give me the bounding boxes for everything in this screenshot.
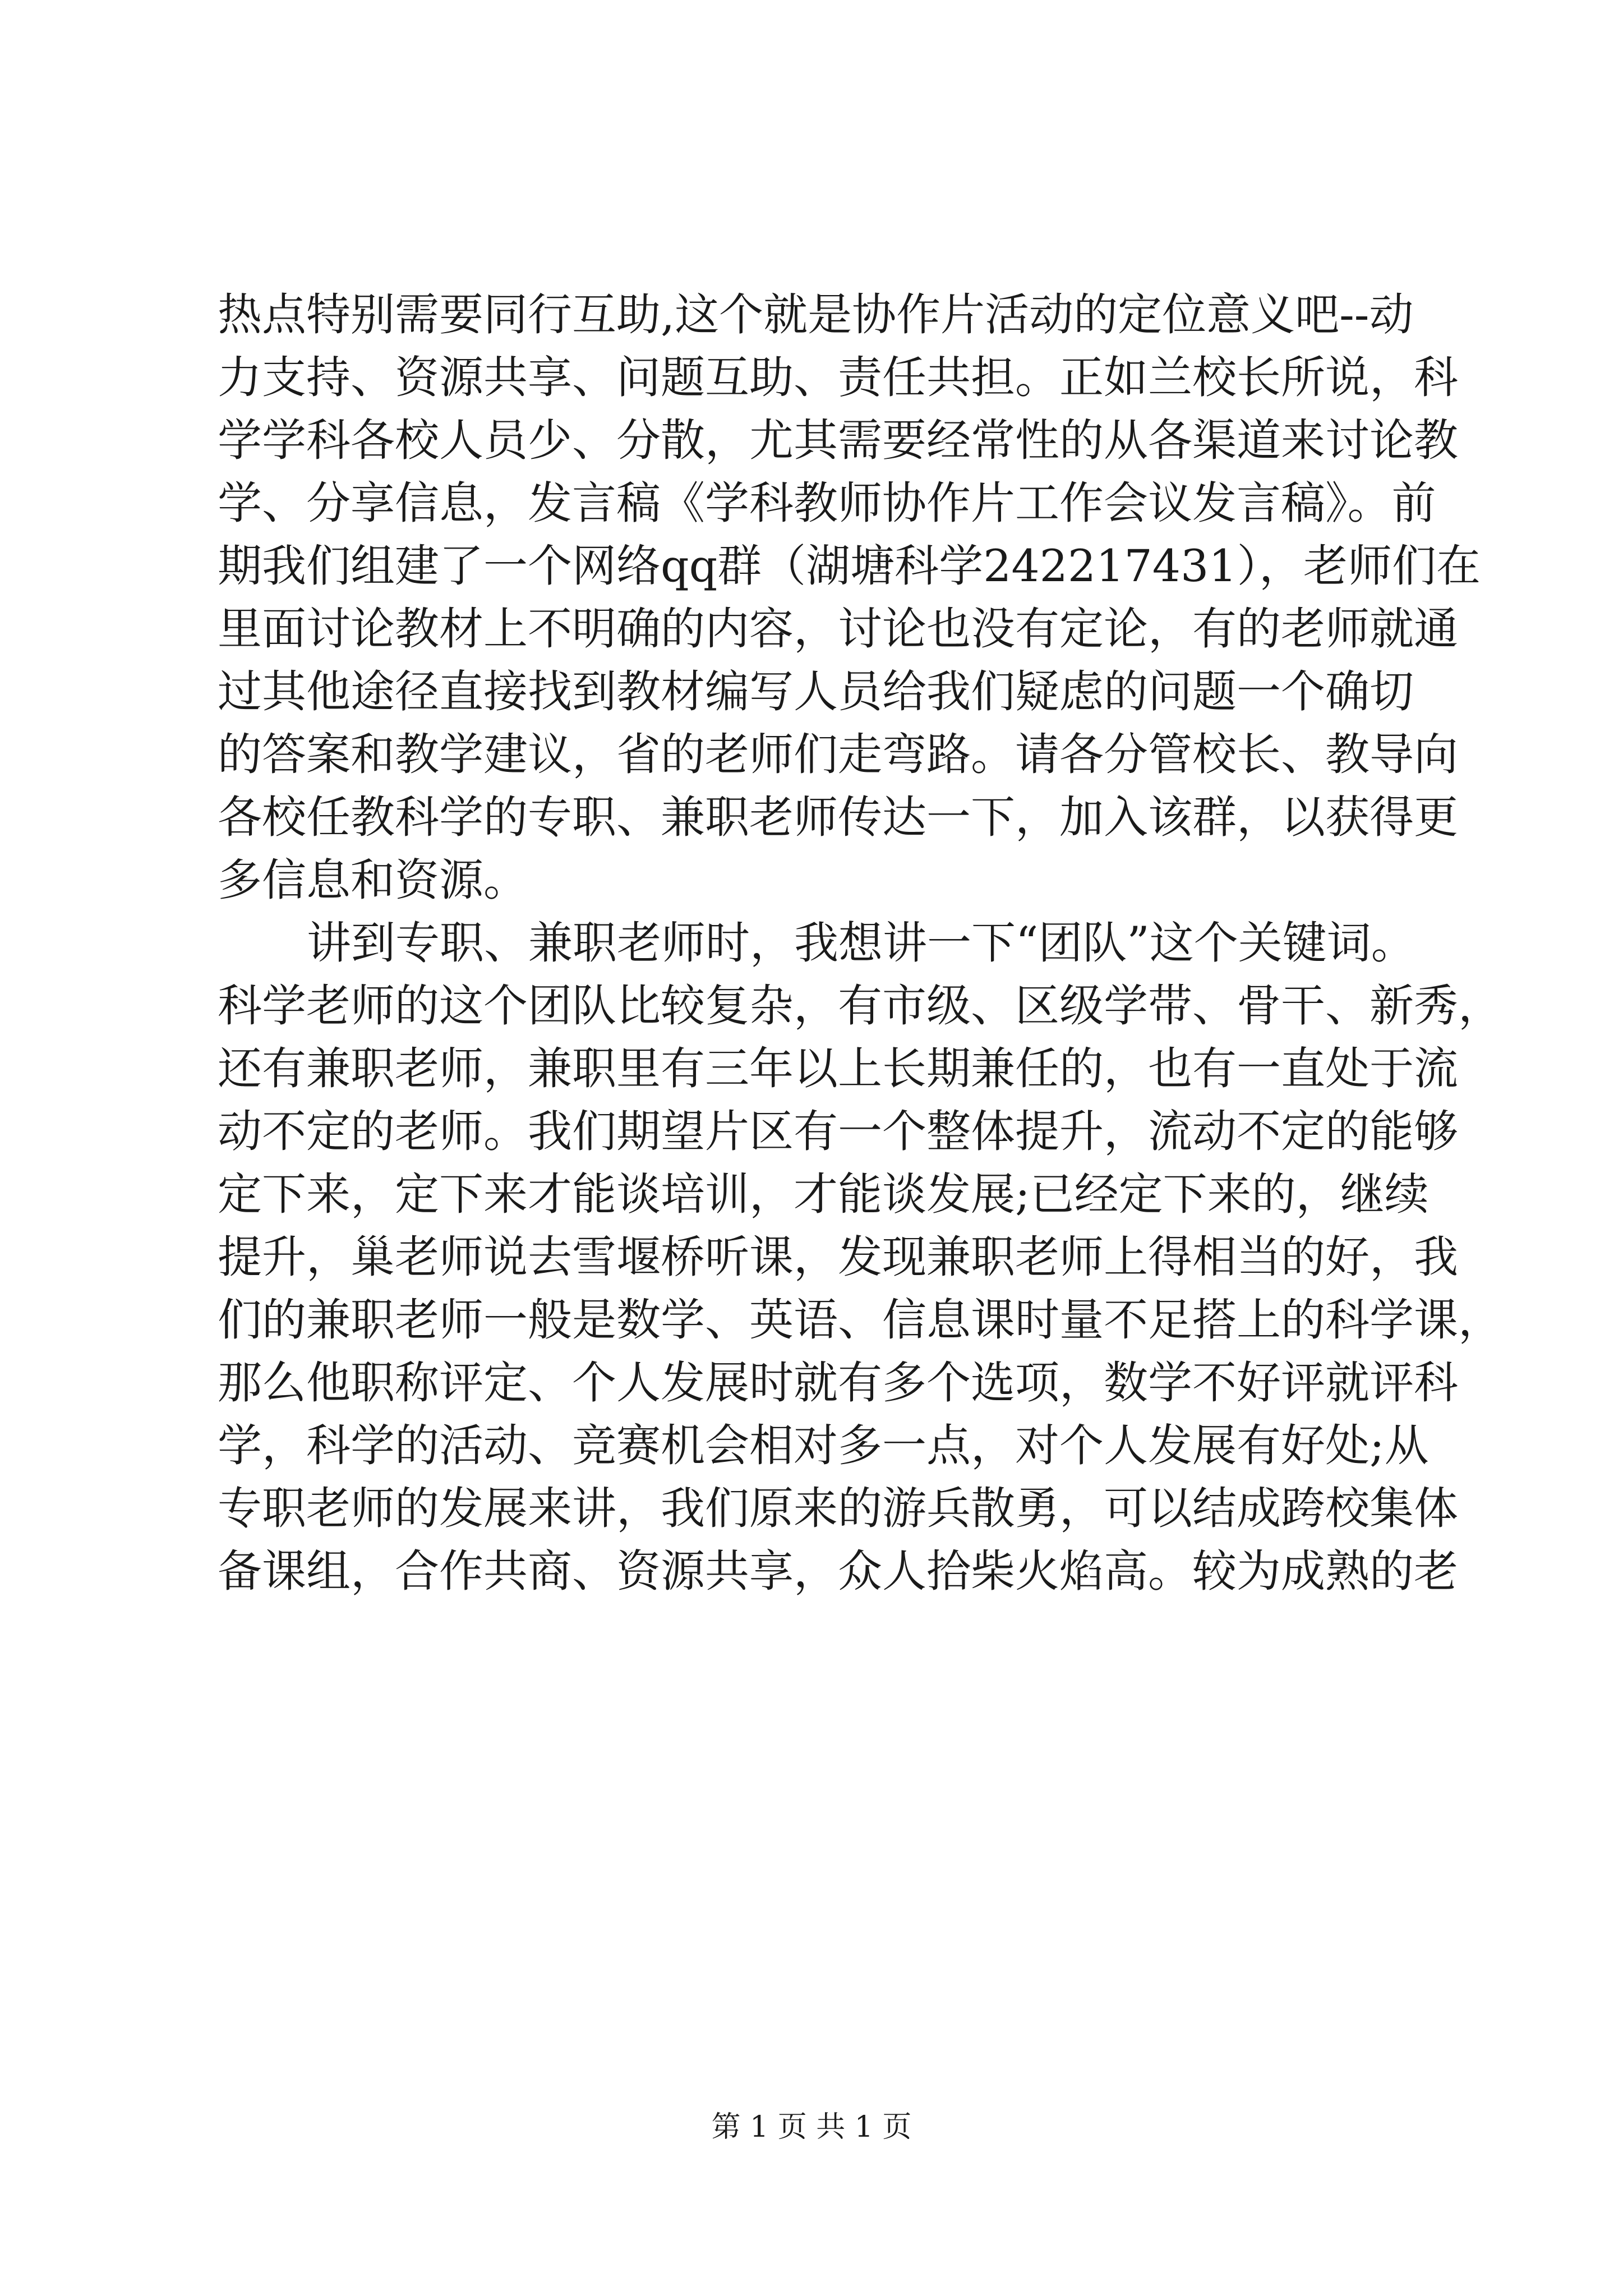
text-line: 期我们组建了一个网络qq群（湖塘科学242217431），老师们在 (218, 540, 1481, 592)
text-line: 讲到专职、兼职老师时，我想讲一下“团队”这个关键词。 (307, 917, 1415, 969)
text-line: 专职老师的发展来讲，我们原来的游兵散勇，可以结成跨校集体 (218, 1483, 1458, 1534)
text-line: 备课组，合作共商、资源共享，众人拾柴火焰高。较为成熟的老 (218, 1545, 1458, 1597)
text-line: 提升，巢老师说去雪堰桥听课，发现兼职老师上得相当的好，我 (218, 1231, 1458, 1283)
paragraph-2 (218, 912, 1502, 1603)
text-line: 多信息和资源。 (218, 854, 528, 906)
page-footer: 第 1 页 共 1 页 (711, 2110, 912, 2144)
document-body (218, 283, 1502, 1603)
text-line: 各校任教科学的专职、兼职老师传达一下，加入该群，以获得更 (218, 792, 1458, 843)
text-line: 里面讨论教材上不明确的内容，讨论也没有定论，有的老师就通 (218, 603, 1458, 655)
text-line: 学、分享信息，发言稿《学科教师协作片工作会议发言稿》。前 (218, 477, 1436, 529)
text-line: 过其他途径直接找到教材编写人员给我们疑虑的问题一个确切 (218, 666, 1414, 717)
text-line: 的答案和教学建议，省的老师们走弯路。请各分管校长、教导向 (218, 729, 1458, 780)
text-line: 们的兼职老师一般是数学、英语、信息课时量不足搭上的科学课， (218, 1294, 1502, 1346)
text-line: 还有兼职老师，兼职里有三年以上长期兼任的，也有一直处于流 (218, 1043, 1458, 1094)
text-line: 那么他职称评定、个人发展时就有多个选项，数学不好评就评科 (218, 1357, 1458, 1409)
text-line: 力支持、资源共享、问题互助、责任共担。正如兰校长所说，科 (218, 352, 1458, 403)
text-line: 热点特别需要同行互助,这个就是协作片活动的定位意义吧--动 (218, 289, 1414, 341)
text-line: 学学科各校人员少、分散，尤其需要经常性的从各渠道来讨论教 (218, 415, 1458, 466)
paragraph-1 (218, 283, 1481, 912)
text-line: 动不定的老师。我们期望片区有一个整体提升，流动不定的能够 (218, 1106, 1458, 1157)
text-line: 学，科学的活动、竞赛机会相对多一点，对个人发展有好处;从 (218, 1420, 1429, 1471)
text-line: 科学老师的这个团队比较复杂，有市级、区级学带、骨干、新秀， (218, 980, 1502, 1032)
text-line: 定下来，定下来才能谈培训，才能谈发展;已经定下来的，继续 (218, 1168, 1429, 1220)
